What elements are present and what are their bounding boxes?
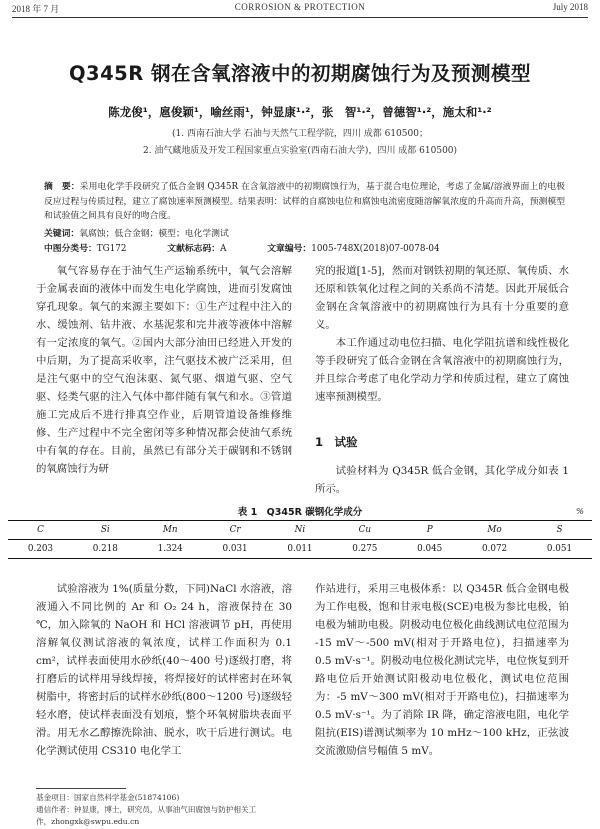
article-id: 文章编号：1005-748X(2018)07-0078-04 bbox=[267, 244, 440, 254]
header-date-en: July 2018 bbox=[552, 2, 588, 12]
table-cell: 0.072 bbox=[462, 540, 527, 559]
table-caption: 表 1 Q345R 碳钢化学成分 bbox=[237, 507, 363, 518]
table-cell: 0.011 bbox=[268, 540, 333, 559]
header-journal-name: CORROSION & PROTECTION bbox=[234, 2, 366, 12]
table-cell: 1.324 bbox=[138, 540, 203, 559]
header-date: 2018 年 7 月 bbox=[12, 4, 60, 14]
document-code: 文献标志码：A bbox=[167, 244, 227, 254]
methods-paragraph-left: 试验溶液为 1%(质量分数，下同)NaCl 水溶液，溶液通入不同比例的 Ar 和 O₂ 24 h，溶液保持在 30 ℃，加入除氧的 NaOH 和 HCl 溶液调节 pH，再使用溶解氧仪测试溶液的氧浓度，试样工作面积为 0.1 cm²，试样表面使用水砂纸(40～400 号)逐级打磨，将打磨后的试样用导线焊接，将焊接好的试样密封在环氧树脂中，将密封后的试样水砂纸(800～1200 号)逐级轻轻水磨，使试样表面没有划痕，整个环氧树脂块表面平滑。用无水乙醇擦洗除油、脱水，吹干后进行测试。电化学测试使用 CS310 电化学工 bbox=[36, 583, 292, 757]
clc-number: 中图分类号：TG172 bbox=[44, 244, 127, 254]
affiliation-1: (1. 西南石油大学 石油与天然气工程学院，四川 成都 610500； bbox=[172, 129, 428, 139]
abstract-text: 采用电化学手段研究了低合金钢 Q345R 在含氧溶液中的初期腐蚀行为，基于混合电位理论，考虑了金属/溶液界面上的电极反应过程与传质过程，建立了腐蚀速率预测模型。结果表明：试样的自腐蚀电位和腐蚀电流密度随溶解氧浓度的升高而升高，预测模型和试验值之间具有良好的吻合度。 bbox=[44, 182, 565, 221]
keywords-text: 氧腐蚀；低合金钢；模型；电化学测试 bbox=[79, 229, 229, 239]
table-unit: % bbox=[575, 507, 584, 517]
table-header-cell: Cr bbox=[203, 521, 268, 540]
footnote-funding: 基金项目：国家自然科学基金(51874106) bbox=[36, 793, 180, 802]
table-header-cell: Mn bbox=[138, 521, 203, 540]
intro-paragraph-left: 氧气容易存在于油气生产运输系统中，氧气会溶解于金属表面的液体中而发生电化学腐蚀，进而引发腐蚀穿孔现象。氧气的来源主要如下：①生产过程中注入的水、缓蚀剂、钻井液、水基泥浆和完井液等液体中溶解有一定浓度的氧气。②国内大部分油田已经进入开发的中后期，为了提高采收率，注气驱技术被广泛采用，但是注气驱中的空气泡沫驱、氮气驱、烟道气驱、空气驱、烃类气驱的注入气体中都伴随有氧气和水。③管道施工完成后不进行排真空作业，后期管道设备维修维修、生产过程中不完全密闭等多种情况都会使油气系统中有氧的存在。目前，虽然已有部分关于碳钢和不锈钢的氧腐蚀行为研 bbox=[36, 265, 292, 475]
work-summary-paragraph: 本工作通过动电位扫描、电化学阻抗谱和线性极化等手段研究了低合金钢在含氧溶液中的初期腐蚀行为，并且综合考虑了电化学动力学和传质过程，建立了腐蚀速率预测模型。 bbox=[315, 337, 569, 403]
abstract-label: 摘 要： bbox=[44, 182, 80, 192]
classification-line bbox=[44, 242, 565, 257]
author-list: 陈龙俊¹，扈俊颖¹，喻丝雨¹，钟显康¹·²，张 智¹·²，曾德智¹·²，施太和¹·² bbox=[108, 105, 492, 119]
keywords-label: 关键词： bbox=[44, 229, 80, 239]
table-header-cell: S bbox=[527, 521, 592, 540]
affiliation-2: 2. 油气藏地质及开发工程国家重点实验室(西南石油大学)，四川 成都 610500) bbox=[142, 146, 458, 156]
footnote-contact: 作，zhongxk@swpu.edu.cn bbox=[36, 817, 140, 826]
abstract bbox=[44, 180, 565, 224]
table-cell: 0.045 bbox=[397, 540, 462, 559]
table-cell: 0.203 bbox=[8, 540, 73, 559]
table-header-cell: Ni bbox=[268, 521, 333, 540]
table-cell: 0.031 bbox=[203, 540, 268, 559]
paper-title: Q345R 钢在含氧溶液中的初期腐蚀行为及预测模型 bbox=[68, 62, 532, 85]
table-header-row bbox=[8, 521, 592, 540]
table-header-cell: P bbox=[397, 521, 462, 540]
table-cell: 0.218 bbox=[73, 540, 138, 559]
composition-table bbox=[8, 520, 592, 559]
materials-paragraph: 试验材料为 Q345R 低合金钢，其化学成分如表 1 所示。 bbox=[315, 465, 569, 495]
footnote-rule bbox=[36, 788, 126, 789]
keywords bbox=[44, 227, 565, 242]
table-header-cell: C bbox=[8, 521, 73, 540]
intro-paragraph-continued: 究的报道[1-5]，然而对钢铁初期的氧还原、氧传质、水还原和铁氧化过程之间的关系尚不清楚。因此开展低合金钢在含氧溶液中的初期腐蚀行为具有十分重要的意义。 bbox=[315, 265, 569, 331]
table-header-cell: Si bbox=[73, 521, 138, 540]
methods-paragraph-right: 作站进行，采用三电极体系：以 Q345R 低合金钢电极为工作电极，饱和甘汞电极(SCE)电极为参比电极，铂电极为辅助电极。阴极动电位极化曲线测试电位范围为 -15 mV～-500 mV(相对于开路电位)，扫描速率为 0.5 mV·s⁻¹。阴极动电位极化测试完毕，电位恢复到开路电位后开始测试阳极动电位极化，测试电位范围为：-5 mV～300 mV(相对于开路电位)，扫描速率为 0.5 mV·s⁻¹。为了消除 IR 降，确定溶液电阻，电化学阻抗(EIS)谱测试频率为 10 mHz～100 kHz，正弦波交流激励信号幅值 5 mV。 bbox=[315, 583, 569, 757]
table-row bbox=[8, 540, 592, 559]
table-header-cell: Mo bbox=[462, 521, 527, 540]
running-header bbox=[12, 2, 588, 16]
table-cell: 0.051 bbox=[527, 540, 592, 559]
header-rule bbox=[12, 17, 588, 18]
footnote-corresponding-author: 通信作者：钟显康，博士，研究员，从事油气田腐蚀与防护相关工 bbox=[36, 805, 257, 814]
intro-continuation-right bbox=[315, 262, 569, 406]
table-header-cell: Cu bbox=[332, 521, 397, 540]
table-cell: 0.275 bbox=[332, 540, 397, 559]
section-heading-experiment: 1 试验 bbox=[315, 435, 358, 449]
